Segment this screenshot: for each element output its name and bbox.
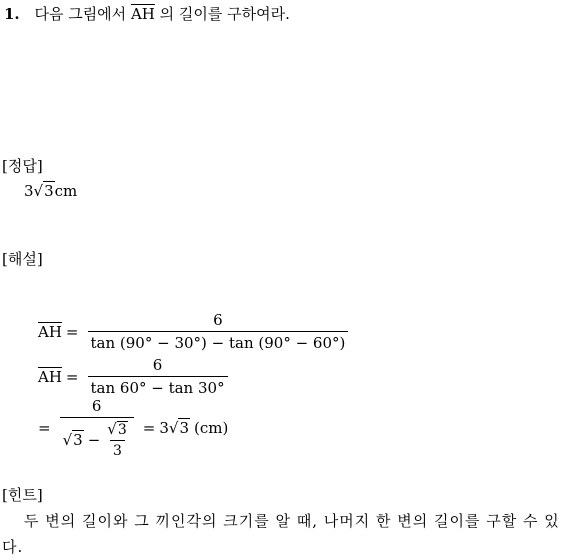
eq3-inner-fraction — [104, 420, 130, 459]
eq1-denominator: tan (90° − 30°) − tan (90° − 60°) — [88, 331, 349, 352]
eq3-result-unit: (cm) — [193, 419, 229, 437]
eq3-inner-denominator: 3 — [110, 440, 125, 459]
problem-text-before: 다음 그림에서 — [34, 5, 127, 23]
answer-sqrt: √3 — [33, 182, 54, 200]
eq2-equals: = — [65, 367, 79, 386]
answer-unit: cm — [54, 182, 78, 200]
explanation-label: [해설] — [2, 250, 43, 268]
eq2-denominator: tan 60° − tan 30° — [88, 376, 228, 397]
problem-statement — [4, 3, 290, 24]
hint-text: 두 변의 길이와 그 끼인각의 크기를 알 때, 나머지 한 변의 길이를 구할 수 있다. — [2, 512, 560, 556]
eq1-fraction — [88, 311, 349, 352]
eq3-result-equals: = — [142, 419, 156, 437]
eq2-lhs: $\overline{AH}$ — [38, 367, 62, 386]
answer-label: [정답] — [2, 157, 43, 175]
eq2-fraction — [88, 356, 228, 397]
eq3-numerator: 6 — [91, 397, 102, 415]
hint-label: [힌트] — [2, 486, 43, 504]
eq3-den-sqrt: √3 — [62, 430, 83, 449]
eq3-equals: = — [38, 419, 51, 437]
eq3-den-minus: − — [87, 430, 101, 449]
answer-value — [24, 182, 77, 200]
problem-number: 1. — [4, 5, 20, 23]
eq3-result-coef: 3 — [159, 419, 169, 437]
answer-radicand: 3 — [44, 182, 54, 200]
equation-line-3 — [38, 397, 228, 459]
eq2-numerator: 6 — [152, 356, 163, 374]
eq3-denominator — [60, 417, 134, 459]
eq3-fraction — [60, 397, 134, 459]
answer-coef: 3 — [24, 182, 34, 200]
eq1-numerator: 6 — [213, 311, 223, 329]
problem-text-after: 의 길이를 구하여라. — [159, 5, 290, 23]
segment-ah: $\overline{AH}$ — [130, 5, 155, 23]
equation-line-1 — [38, 311, 353, 352]
eq1-equals: = — [65, 322, 79, 341]
eq1-lhs: $\overline{AH}$ — [38, 322, 62, 341]
hint-block — [2, 482, 568, 560]
equation-line-2 — [38, 356, 233, 397]
eq3-result-sqrt: √3 — [168, 419, 189, 437]
eq3-inner-numerator: √3 — [107, 420, 127, 438]
